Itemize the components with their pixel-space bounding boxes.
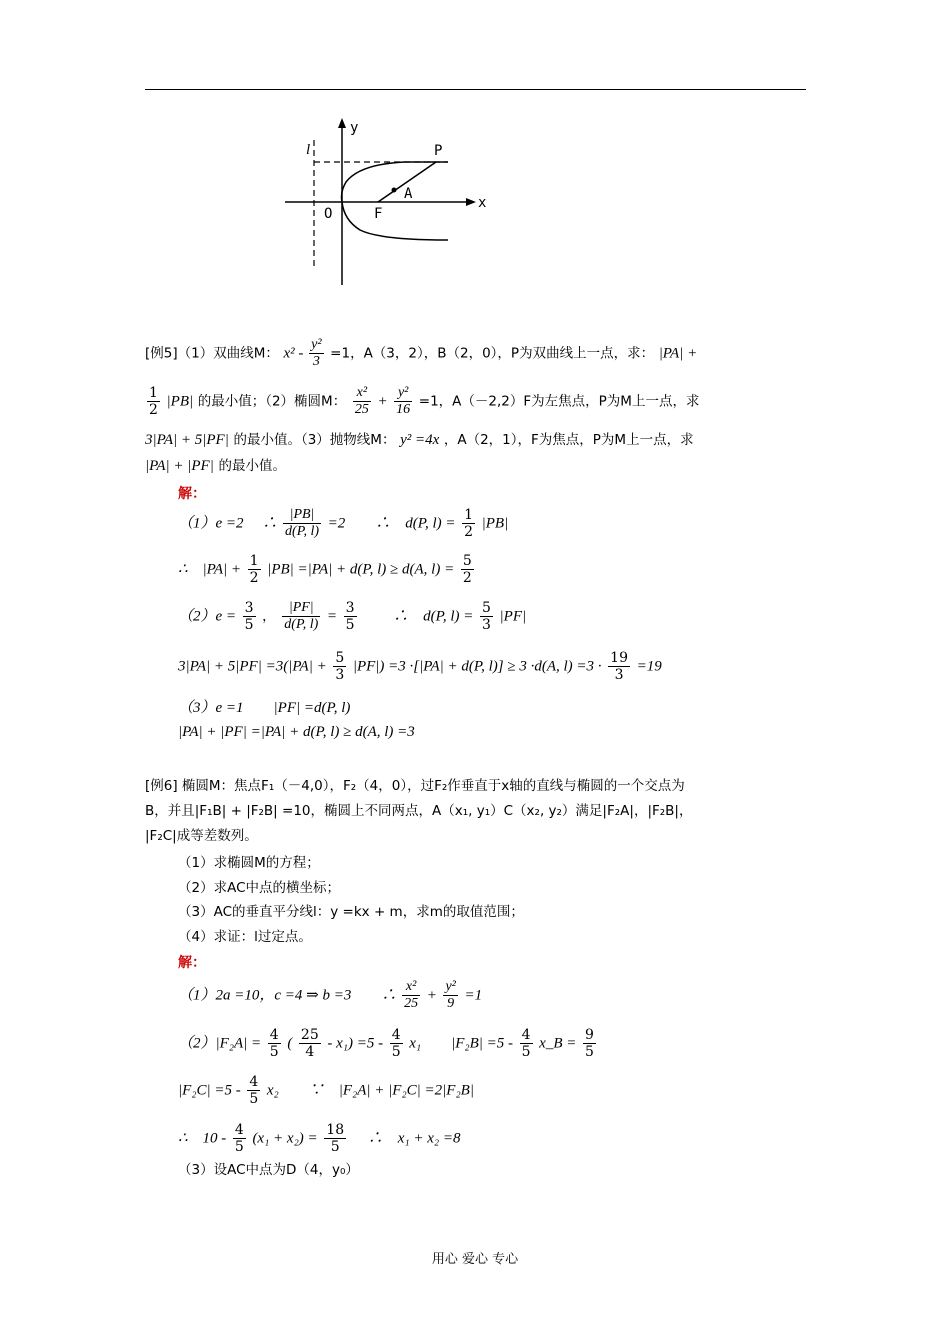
header-rule — [145, 89, 806, 90]
sol6-step-4: ∴ 10 - $\frac{4}{5}$ (x₁ + x₂) = $\frac{18}{5}$ ∴ x₁ + x₂ =8 — [178, 1122, 461, 1155]
figure-label-P: P — [434, 143, 443, 159]
ex6-line-3: |F₂C|成等差数列。 — [145, 828, 258, 844]
sol6-step-5: （3）设AC中点为D（4，y₀） — [178, 1162, 359, 1178]
sol5-step-6: |PA| + |PF| =|PA| + d(P, l) ≥ d(A, l) =3 — [178, 724, 415, 740]
sol6-title: 解： — [178, 955, 206, 971]
figure-label-l: l — [306, 142, 311, 158]
ex6-question-1: （1）求椭圆M的方程； — [178, 855, 320, 871]
figure-label-O: O — [324, 206, 333, 222]
figure-label-A: A — [404, 186, 413, 202]
ex6-line-2: B，并且|F₁B| + |F₂B| =10，椭圆上不同两点，A（x₁, y₁）C（x₂, y₂）满足|F₂A|，|F₂B|， — [145, 803, 693, 819]
figure-label-y: y — [350, 120, 359, 136]
ex6-line-1: [例6] 椭圆M：焦点F₁（－4,0），F₂（4，0），过F₂作垂直于x轴的直线与椭圆的一个交点为 — [145, 778, 685, 794]
sol5-step-5: （3）e =1 |PF| =d(P, l) — [178, 700, 351, 716]
sol5-step-3: （2）e = $\frac{3}{5}$ ， $\frac{|PF|}{d(P, l)}$ = $\frac{3}{5}$ ∴ d(P, l) = $\frac{5}{3}$ |PF| — [178, 600, 527, 633]
ex6-question-2: （2）求AC中点的横坐标； — [178, 880, 341, 896]
page-footer: 用心 爱心 专心 — [431, 1252, 519, 1267]
ex5-line-4: |PA| + |PF| 的最小值。 — [145, 458, 286, 474]
ex5-line-1: [例5]（1）双曲线M： x² - $\frac{\text{y²}}{3}$ =1，A（3，2），B（2，0），P为双曲线上一点，求： |PA| + — [145, 337, 698, 369]
sol6-step-1: （1）2a =10，c =4 ⇒ b =3 ∴ $\frac{\text{x²}}{25}$ + $\frac{\text{y²}}{9}$ =1 — [178, 979, 483, 1011]
figure-label-x: x — [478, 195, 487, 211]
sol5-title: 解： — [178, 486, 206, 502]
sol6-step-2: （2）|F₂A| = $\frac{4}{5}$ ( $\frac{25}{4}$ - x₁) =5 - $\frac{4}{5}$ x₁ |F₂B| =5 - $\frac{4}{5}$ x_B = $\frac{9}{5}$ — [178, 1027, 594, 1060]
sol5-step-4: 3|PA| + 5|PF| =3(|PA| + $\frac{5}{3}$ |PF|) =3 ·[|PA| + d(P, l)] ≥ 3 ·d(A, l) =3 · $\frac{19}{3}$ =19 — [178, 650, 662, 683]
ex6-question-3: （3）AC的垂直平分线l：y =kx + m，求m的取值范围； — [178, 904, 524, 920]
sol6-step-3: |F₂C| =5 - $\frac{4}{5}$ x₂ ∵ |F₂A| + |F₂C| =2|F₂B| — [178, 1074, 474, 1107]
ex6-question-4: （4）求证：l过定点。 — [178, 929, 312, 945]
sol5-step-1: （1）e =2 ∴ $\frac{|PB|}{d(P, l)}$ =2 ∴ d(P, l) = $\frac{1}{2}$ |PB| — [178, 507, 509, 540]
sol5-step-2: ∴ |PA| + $\frac{1}{2}$ |PB| =|PA| + d(P, l) ≥ d(A, l) = $\frac{5}{2}$ — [178, 553, 472, 586]
parabola-figure — [270, 110, 500, 295]
ex5-line-2: $\frac{1}{2}$ |PB| 的最小值；（2）椭圆M： $\frac{\text{x²}}{25}$ + $\frac{\text{y²}}{16}$ =1，A（－2,2）F为左焦点，P为M上一点，求 — [149, 385, 700, 418]
ex5-line-3: 3|PA| + 5|PF| 的最小值。（3）抛物线M： y² =4x ，A（2，1），F为焦点，P为M上一点，求 — [145, 432, 694, 448]
figure-label-F: F — [374, 206, 383, 222]
